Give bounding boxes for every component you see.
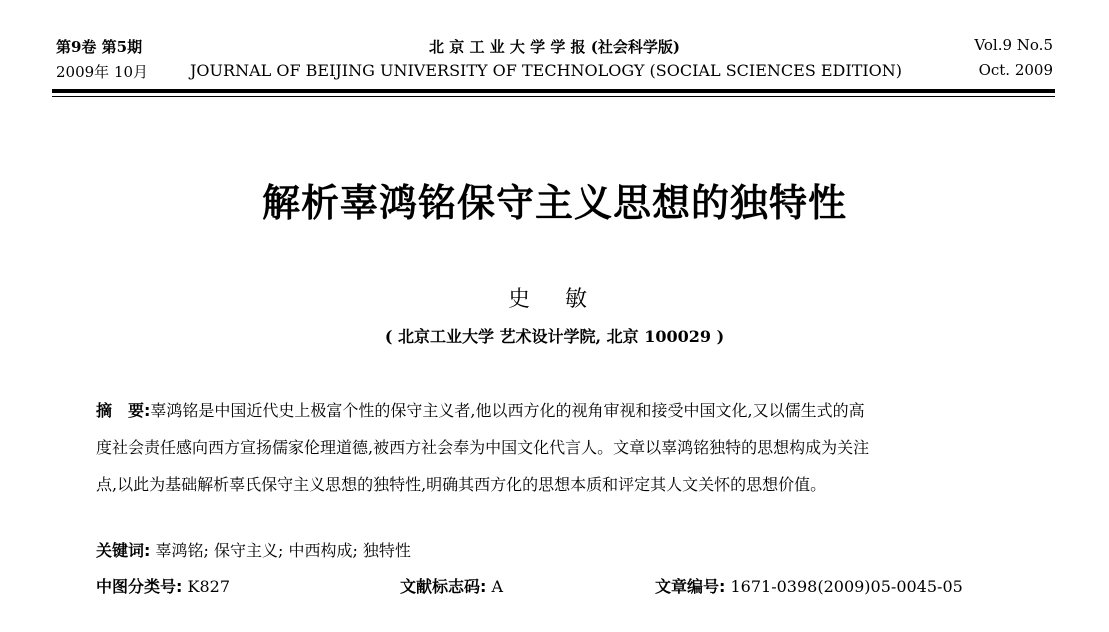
doc-code-value: A [491, 577, 504, 596]
header-rule-thick [52, 89, 1055, 93]
author-affiliation: ( 北京工业大学 艺术设计学院, 北京 100029 ) [384, 327, 725, 346]
clc-number [96, 574, 230, 597]
article-no-label: 文章编号: [655, 577, 726, 596]
journal-title-en: JOURNAL OF BEIJING UNIVERSITY OF TECHNOLOGY (SOCIAL SCIENCES EDITION) [190, 61, 903, 80]
document-code [400, 574, 503, 597]
header-rule-thin [52, 96, 1055, 97]
doc-code-label: 文献标志码: [400, 577, 487, 596]
journal-title-cn: 北 京 工 业 大 学 学 报 (社会科学版) [429, 38, 680, 56]
abstract-line-3: 点,以此为基础解析辜氏保守主义思想的独特性,明确其西方化的思想本质和评定其人文关怀的思想价值。 [96, 475, 827, 494]
clc-label: 中图分类号: [96, 577, 183, 596]
author-name: 史 敏 [508, 287, 601, 312]
article-title: 解析辜鸿铭保守主义思想的独特性 [261, 181, 847, 225]
volume-issue-cn: 第9卷 第5期 [56, 38, 143, 56]
volume-issue-en: Vol.9 No.5 [974, 36, 1053, 54]
abstract [96, 392, 1016, 503]
article-number [655, 574, 963, 597]
article-no-value: 1671-0398(2009)05-0045-05 [730, 577, 963, 596]
abstract-text-1: 辜鸿铭是中国近代史上极富个性的保守主义者,他以西方化的视角审视和接受中国文化,又以儒生式的高 [150, 401, 865, 420]
keywords-label: 关键词: [96, 541, 151, 560]
abstract-label: 摘 要: [96, 401, 151, 420]
keywords-value: 辜鸿铭; 保守主义; 中西构成; 独特性 [155, 541, 411, 560]
date-en: Oct. 2009 [978, 61, 1053, 79]
keywords [96, 538, 411, 561]
clc-value: K827 [187, 577, 230, 596]
abstract-line-2: 度社会责任感向西方宣扬儒家伦理道德,被西方社会奉为中国文化代言人。文章以辜鸿铭独特的思想构成为关注 [96, 438, 870, 457]
abstract-line-1 [96, 392, 1016, 429]
date-cn: 2009年 10月 [56, 63, 149, 81]
